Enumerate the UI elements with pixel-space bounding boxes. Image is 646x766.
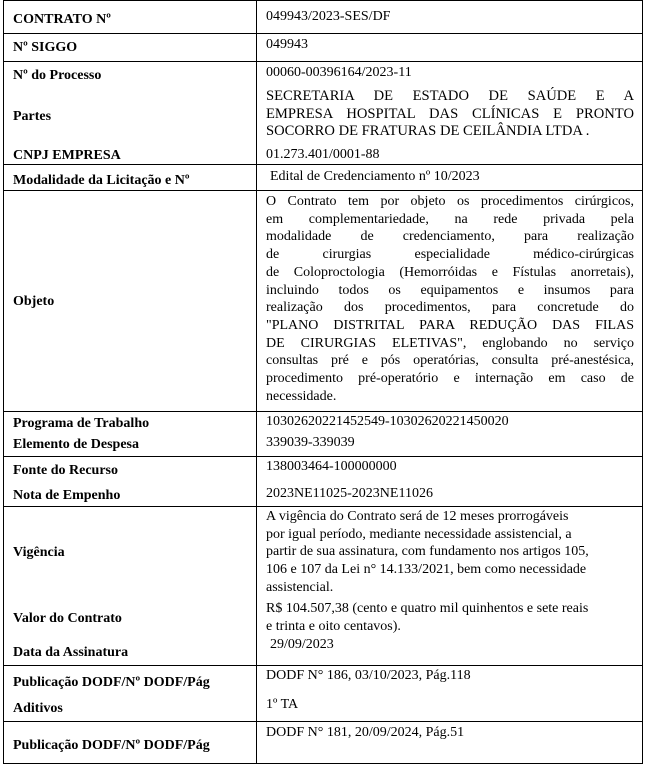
value-processo: 00060-00396164/2023-11 (266, 65, 412, 80)
label-programa: Programa de Trabalho (13, 416, 150, 431)
objeto-line: incluindo todos os equipamentos e insumos para (266, 282, 634, 298)
row-divider (4, 456, 642, 457)
objeto-line: "PLANO DISTRITAL PARA REDUÇÃO DAS FILAS (266, 317, 634, 333)
value-aditivos: 1º TA (266, 697, 299, 712)
vigencia-line: partir de sua assinatura, com fundamento nos artigos 105, (266, 544, 589, 560)
objeto-line: O Contrato tem por objeto os procedimentos cirúrgicos, (266, 194, 634, 209)
row-divider (4, 33, 642, 34)
value-modalidade: Edital de Credenciamento nº 10/2023 (270, 169, 480, 184)
label-processo: Nº do Processo (13, 68, 102, 83)
row-divider (4, 61, 642, 62)
row-divider (4, 190, 642, 191)
label-contrato: CONTRATO Nº (13, 12, 111, 27)
value-programa: 10302620221452549-10302620221450020 (266, 414, 509, 429)
objeto-line: realização dos procedimentos, para concretude do (266, 300, 634, 316)
valor-line: e trinta e oito centavos). (266, 618, 401, 634)
label-fonte: Fonte do Recurso (13, 463, 118, 478)
row-divider (4, 164, 642, 165)
label-publicacao-1: Publicação DODF/Nº DODF/Pág (13, 675, 210, 690)
label-elemento: Elemento de Despesa (13, 437, 139, 452)
row-divider (4, 721, 642, 722)
row-divider (4, 665, 642, 666)
objeto-line: DE CIRURGIAS ELETIVAS", englobando no serviço (266, 335, 634, 351)
row-divider (4, 506, 642, 507)
vigencia-line: assistencial. (266, 579, 334, 595)
value-valor (266, 600, 634, 635)
partes-line: EMPRESA HOSPITAL DAS CLÍNICAS E PRONTO (266, 105, 634, 122)
objeto-line: consultas pré e pós operatórias, consulta pré-anestésica, (266, 353, 634, 369)
value-empenho: 2023NE11025-2023NE11026 (266, 486, 433, 501)
label-vigencia: Vigência (13, 545, 65, 560)
value-objeto (266, 193, 634, 405)
label-aditivos: Aditivos (13, 701, 63, 716)
value-publicacao-2: DODF N° 181, 20/09/2024, Pág.51 (266, 725, 465, 740)
label-empenho: Nota de Empenho (13, 488, 121, 503)
vigencia-line: por igual período, mediante necessidade assistencial, a (266, 526, 572, 542)
vigencia-line: 106 e 107 da Lei n° 14.133/2021, bem como necessidade (266, 562, 587, 578)
valor-line: R$ 104.507,38 (cento e quatro mil quinhentos e sete reais (266, 601, 589, 616)
partes-line: SOCORRO DE FRATURAS DE CEILÂNDIA LTDA . (266, 123, 590, 139)
value-cnpj: 01.273.401/0001-88 (266, 147, 380, 162)
contract-table (3, 0, 643, 764)
label-valor: Valor do Contrato (13, 611, 122, 626)
value-siggo: 049943 (266, 37, 308, 52)
value-fonte: 138003464-100000000 (266, 459, 397, 474)
objeto-line: procedimento pré-operatório e internação em caso de (266, 371, 634, 387)
label-siggo: Nº SIGGO (13, 40, 78, 55)
label-assinatura: Data da Assinatura (13, 645, 129, 660)
value-assinatura: 29/09/2023 (270, 637, 334, 652)
label-objeto: Objeto (13, 294, 55, 309)
objeto-line: de Coloproctologia (Hemorróidas e Fístulas anorretais), (266, 264, 634, 280)
value-contrato: 049943/2023-SES/DF (266, 9, 391, 24)
row-divider (4, 411, 642, 412)
objeto-line: necessidade. (266, 388, 337, 404)
partes-line: SECRETARIA DE ESTADO DE SAÚDE E A (266, 88, 634, 104)
value-publicacao-1: DODF N° 186, 03/10/2023, Pág.118 (266, 668, 471, 683)
value-elemento: 339039-339039 (266, 435, 355, 450)
objeto-line: modalidade de credenciamento, para realização (266, 229, 634, 245)
column-divider (256, 1, 257, 763)
label-partes: Partes (13, 109, 52, 124)
value-vigencia (266, 508, 634, 597)
value-partes (266, 88, 634, 141)
label-publicacao-2: Publicação DODF/Nº DODF/Pág (13, 738, 210, 753)
label-modalidade: Modalidade da Licitação e Nº (13, 173, 190, 188)
objeto-line: em complementariedade, na rede privada pela (266, 211, 634, 227)
objeto-line: de cirurgias especialidade médico-cirúrgicas (266, 247, 634, 263)
vigencia-line: A vigência do Contrato será de 12 meses prorrogáveis (266, 509, 569, 524)
label-cnpj: CNPJ EMPRESA (13, 148, 121, 163)
